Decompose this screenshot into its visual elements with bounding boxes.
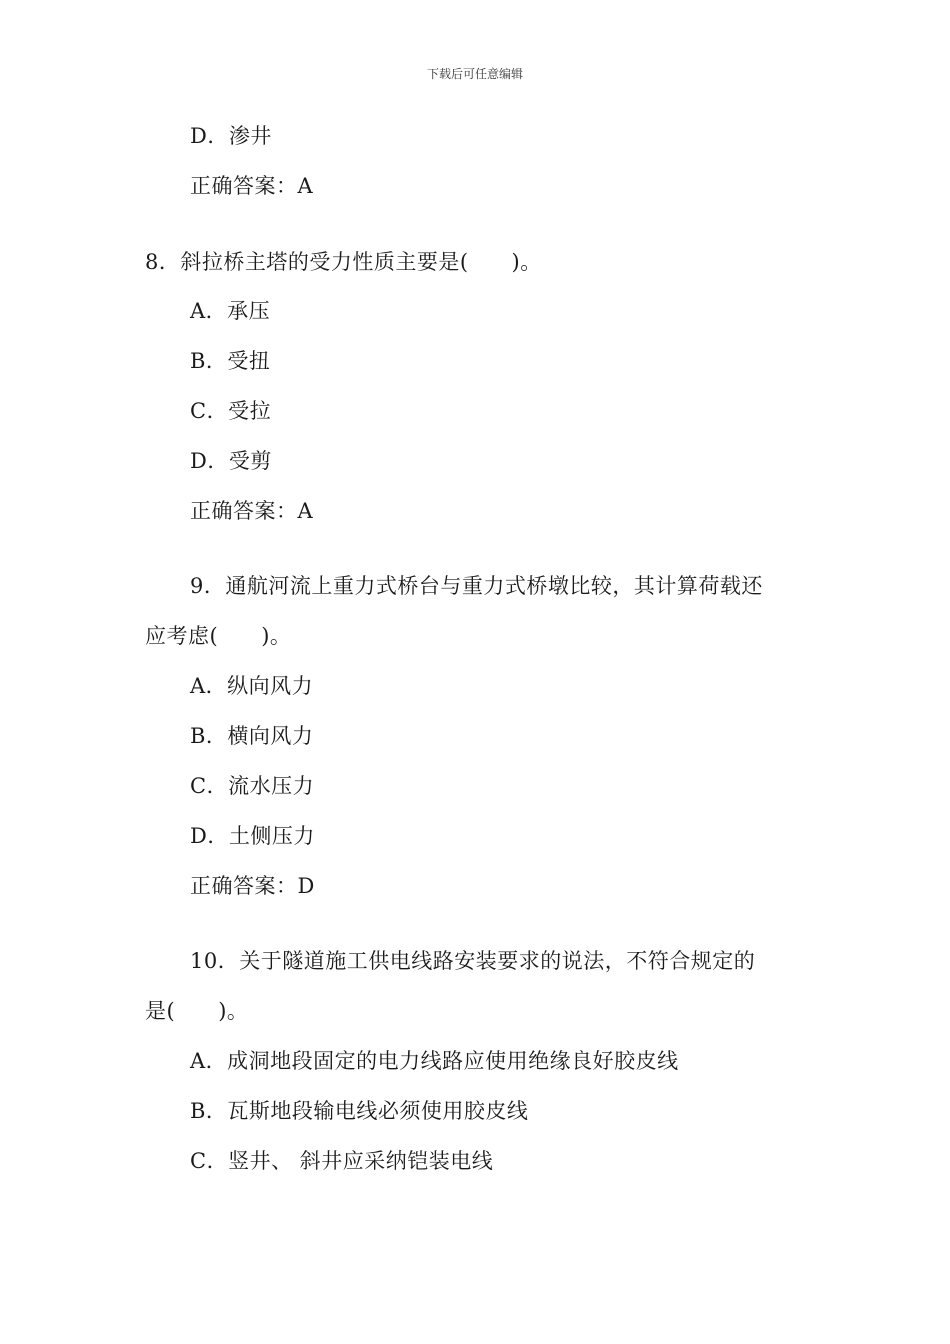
q9-answer: 正确答案：D (190, 874, 315, 898)
q7-answer: 正确答案：A (190, 174, 314, 198)
q8-question: 8．斜拉桥主塔的受力性质主要是( )。 (145, 250, 542, 274)
q8-option-c: C．受拉 (190, 399, 272, 423)
q9-option-b: B．横向风力 (190, 724, 314, 748)
q7-option-d: D．渗井 (190, 124, 272, 148)
q8-option-d: D．受剪 (190, 449, 272, 473)
q8-option-a: A．承压 (190, 299, 271, 323)
q9-option-a: A．纵向风力 (190, 674, 314, 698)
q10-option-b: B．瓦斯地段输电线必须使用胶皮线 (190, 1099, 529, 1123)
q8-answer: 正确答案：A (190, 499, 314, 523)
page-header: 下载后可任意编辑 (426, 67, 523, 81)
q10-question-line1: 10．关于隧道施工供电线路安装要求的说法，不符合规定的 (190, 949, 756, 973)
q10-option-a: A．成洞地段固定的电力线路应使用绝缘良好胶皮线 (190, 1049, 679, 1073)
q8-option-b: B．受扭 (190, 349, 271, 373)
q9-question-line1: 9．通航河流上重力式桥台与重力式桥墩比较，其计算荷载还 (190, 574, 763, 598)
q9-option-d: D．土侧压力 (190, 824, 315, 848)
q9-option-c: C．流水压力 (190, 774, 315, 798)
q10-option-c: C．竖井、 斜井应采纳铠装电线 (190, 1149, 494, 1173)
q10-question-line2: 是( )。 (145, 999, 249, 1023)
q9-question-line2: 应考虑( )。 (145, 624, 292, 648)
